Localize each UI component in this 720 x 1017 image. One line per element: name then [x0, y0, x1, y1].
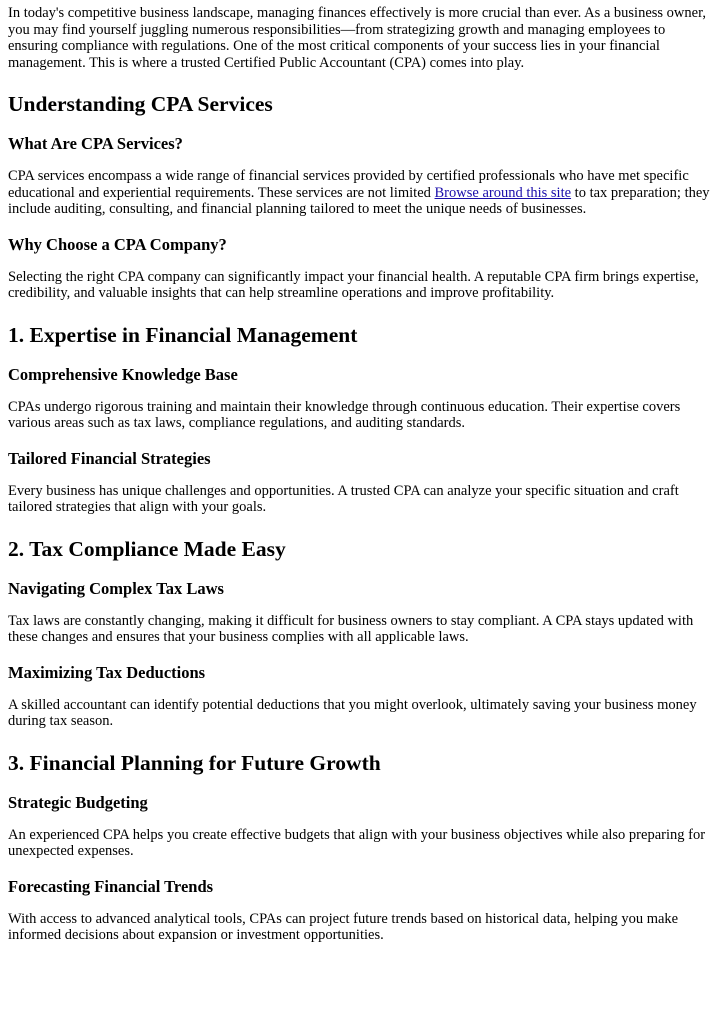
- paragraph-text-after-link: to tax preparation; they include auditing, consulting, and financial planning tailored to meet the unique needs of businesses.: [8, 184, 710, 217]
- subheading-forecasting-trends: Forecasting Financial Trends: [8, 876, 214, 896]
- paragraph-why-choose-cpa-company: Selecting the right CPA company can significantly impact your financial health. A reputable CPA firm brings expertise, credibility, and valuable insights that can help streamline operations and improve profitability.: [8, 268, 699, 301]
- subheading-what-are-cpa-services: What Are CPA Services?: [8, 134, 183, 153]
- subheading-strategic-budgeting: Strategic Budgeting: [8, 792, 148, 812]
- paragraph-strategic-budgeting: An experienced CPA helps you create effective budgets that align with your business objectives while also preparing for unexpected expenses.: [8, 826, 706, 859]
- browse-around-link[interactable]: Browse around this site: [434, 184, 572, 201]
- subheading-maximizing-deductions: Maximizing Tax Deductions: [8, 662, 206, 682]
- subheading-why-choose-cpa-company: Why Choose a CPA Company?: [8, 234, 227, 254]
- intro-paragraph: In today's competitive business landscape, managing finances effectively is more crucial than ever. As a business owner, you may find yourself juggling numerous responsibilities—from strategizing growth and managing employees to ensuring compliance with regulations. One of the most critical components of your success lies in your financial management. This is where a trusted Certified Public Accountant (CPA) comes into play.: [8, 5, 706, 71]
- paragraph-tailored-strategies: Every business has unique challenges and opportunities. A trusted CPA can analyze your specific situation and craft tailored strategies that align with your goals.: [8, 482, 679, 515]
- paragraph-comprehensive-knowledge: CPAs undergo rigorous training and maintain their knowledge through continuous education. Their expertise covers various areas such as tax laws, compliance regulations, and auditing standards.: [8, 398, 681, 431]
- paragraph-text-before-link: CPA services encompass a wide range of financial services provided by certified professionals who have met specific educational and experiential requirements. These services are not limited: [8, 168, 689, 201]
- paragraph-what-are-cpa-services: [8, 168, 712, 218]
- section-heading-expertise: 1. Expertise in Financial Management: [8, 322, 358, 347]
- section-heading-understanding-cpa-services: Understanding CPA Services: [8, 92, 273, 116]
- paragraph-forecasting-trends: With access to advanced analytical tools, CPAs can project future trends based on historical data, helping you make informed decisions about expansion or investment opportunities.: [8, 910, 679, 943]
- subheading-comprehensive-knowledge: Comprehensive Knowledge Base: [8, 364, 238, 384]
- paragraph-navigating-tax-laws: Tax laws are constantly changing, making it difficult for business owners to stay compliant. A CPA stays updated with these changes and ensures that your business complies with all applicable laws.: [8, 612, 694, 645]
- paragraph-maximizing-deductions: A skilled accountant can identify potential deductions that you might overlook, ultimately saving your business money during tax season.: [8, 696, 697, 729]
- section-heading-financial-planning: 3. Financial Planning for Future Growth: [8, 750, 381, 775]
- section-heading-tax-compliance: 2. Tax Compliance Made Easy: [8, 536, 286, 561]
- subheading-navigating-tax-laws: Navigating Complex Tax Laws: [8, 578, 224, 598]
- subheading-tailored-strategies: Tailored Financial Strategies: [8, 448, 211, 468]
